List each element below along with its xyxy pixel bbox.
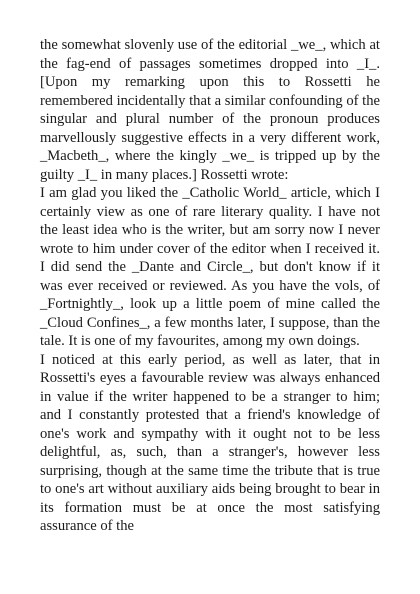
paragraph-rossetti-letter: I am glad you liked the _Catholic World_ article, which I certainly view as one of rare literary quality. I have not the least idea who is the writer, but am sorry now I never wrote to him under cover of the editor when I received it. I did send the _Dante and Circle_, but don't know if it was ever received or reviewed. As you have the vols, of _Fortnightly_, look up a little poem of mine called the _Cloud Confines_, a few months later, I suppose, than the tale. It is one of my favourites, among my own doings.: [40, 185, 380, 349]
document-page: [40, 36, 380, 536]
paragraph-favourable-review: I noticed at this early period, as well as later, that in Rossetti's eyes a favourable review was always enhanced in value if the writer happened to be a stranger to him; and I constantly protested that a friend's knowledge of one's work and sympathy with it ought not to be less delightful, as, such, than a stranger's, however less surprising, though at the same time the tribute that is true to one's art without auxiliary aids being brought to bear in its formation must be at once the most satisfying assurance of the: [40, 351, 380, 534]
paragraph-editorial-we: the somewhat slovenly use of the editorial _we_, which at the fag-end of passages sometimes dropped into _I_. [Upon my remarking upon this to Rossetti he remembered incidentally that a similar confounding of the singular and plural number of the pronoun produces marvellously suggestive effects in a very different work, _Macbeth_, where the kingly _we_ is tripped up by the guilty _I_ in many places.] Rossetti wrote:: [40, 37, 381, 183]
